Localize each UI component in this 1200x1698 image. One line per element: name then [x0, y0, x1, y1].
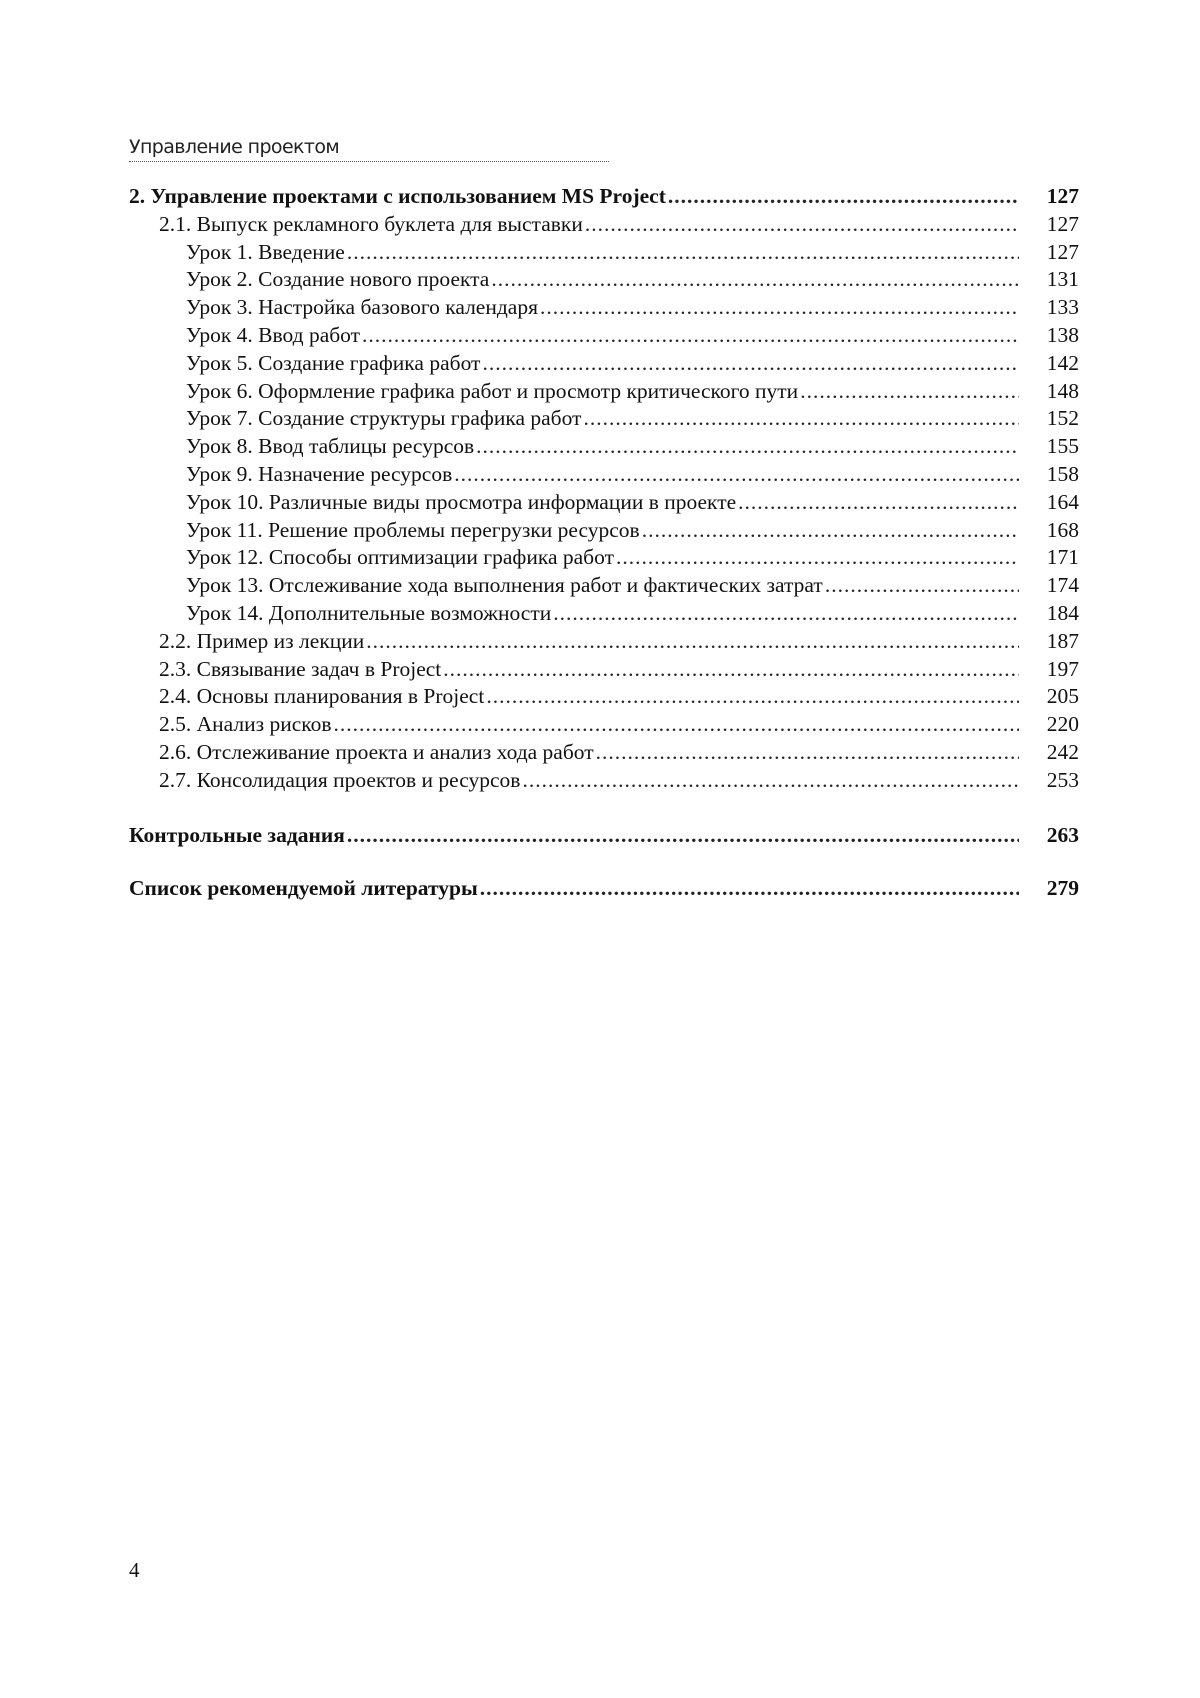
toc-dot-leader: [738, 489, 1019, 517]
toc-entry-title: 2.3. Связывание задач в Project: [159, 656, 442, 681]
toc-entry-title: Урок 8. Ввод таблицы ресурсов: [186, 434, 475, 459]
table-of-contents: [129, 183, 1079, 903]
page-number: 4: [129, 1558, 140, 1582]
toc-entry[interactable]: [129, 294, 1079, 322]
toc-entry-title: 2.7. Консолидация проектов и ресурсов: [159, 767, 521, 792]
toc-entry-page: 242: [1046, 739, 1079, 764]
toc-entry[interactable]: [129, 350, 1079, 378]
toc-entry-page: 152: [1046, 406, 1079, 431]
toc-entry[interactable]: [129, 378, 1079, 406]
toc-entry-page: 263: [1046, 822, 1079, 847]
toc-entry[interactable]: [129, 544, 1079, 572]
toc-entry-page: 279: [1046, 876, 1079, 901]
toc-dot-leader: [540, 294, 1019, 322]
toc-entry[interactable]: [129, 211, 1079, 239]
toc-entry-title: Урок 2. Создание нового проекта: [186, 267, 490, 292]
toc-entry-page: 168: [1046, 517, 1079, 542]
toc-dot-leader: [491, 266, 1019, 294]
toc-entry-page: 253: [1046, 767, 1079, 792]
toc-dot-leader: [642, 517, 1019, 545]
toc-entry[interactable]: [129, 767, 1079, 795]
toc-dot-leader: [825, 572, 1019, 600]
toc-entry-page: 174: [1046, 573, 1079, 598]
toc-entry-title: 2.6. Отслеживание проекта и анализ хода работ: [159, 739, 594, 764]
toc-entry[interactable]: [129, 517, 1079, 545]
toc-entry[interactable]: [129, 405, 1079, 433]
toc-entry-title: Урок 5. Создание графика работ: [186, 350, 481, 375]
toc-entry-title: 2.2. Пример из лекции: [159, 628, 365, 653]
toc-entry[interactable]: [129, 683, 1079, 711]
toc-entry-title: 2.5. Анализ рисков: [159, 712, 332, 737]
toc-dot-leader: [668, 183, 1019, 211]
toc-entry-title: Урок 12. Способы оптимизации графика работ: [186, 545, 614, 570]
toc-entry-page: 164: [1046, 489, 1079, 514]
toc-dot-leader: [347, 239, 1019, 267]
toc-entry[interactable]: [129, 875, 1079, 903]
toc-entry[interactable]: [129, 600, 1079, 628]
toc-entry-page: 155: [1046, 434, 1079, 459]
toc-entry-title: 2. Управление проектами с использованием MS Project: [129, 184, 666, 208]
toc-dot-leader: [583, 405, 1019, 433]
toc-dot-leader: [476, 433, 1019, 461]
toc-entry-page: 205: [1046, 684, 1079, 709]
toc-entry-title: Урок 3. Настройка базового календаря: [186, 295, 538, 320]
toc-entry[interactable]: [129, 433, 1079, 461]
toc-dot-leader: [454, 461, 1019, 489]
toc-dot-leader: [482, 350, 1019, 378]
toc-entry-page: 131: [1046, 267, 1079, 292]
toc-entry-title: Контрольные задания: [129, 822, 345, 847]
toc-entry-title: Урок 13. Отслеживание хода выполнения работ и фактических затрат: [186, 573, 823, 598]
toc-entry[interactable]: [129, 239, 1079, 267]
toc-entry[interactable]: [129, 628, 1079, 656]
toc-dot-leader: [486, 683, 1019, 711]
toc-entry-page: 127: [1046, 239, 1079, 264]
toc-dot-leader: [800, 378, 1019, 406]
toc-dot-leader: [366, 628, 1019, 656]
toc-dot-leader: [616, 544, 1019, 572]
toc-entry[interactable]: [129, 711, 1079, 739]
toc-dot-leader: [522, 767, 1019, 795]
toc-dot-leader: [443, 656, 1019, 684]
toc-entry-title: 2.4. Основы планирования в Project: [159, 684, 485, 709]
toc-entry-page: 171: [1046, 545, 1079, 570]
toc-entry[interactable]: [129, 656, 1079, 684]
toc-entry[interactable]: [129, 266, 1079, 294]
toc-entry[interactable]: [129, 489, 1079, 517]
toc-entry-title: Урок 6. Оформление графика работ и просмотр критического пути: [186, 378, 799, 403]
toc-entry[interactable]: [129, 739, 1079, 767]
toc-entry-title: Урок 11. Решение проблемы перегрузки ресурсов: [186, 517, 640, 542]
toc-entry-page: 127: [1046, 211, 1079, 236]
toc-entry-page: 184: [1046, 600, 1079, 625]
toc-dot-leader: [480, 875, 1019, 903]
toc-entry[interactable]: [129, 322, 1079, 350]
toc-entry[interactable]: [129, 461, 1079, 489]
toc-entry-page: 187: [1046, 628, 1079, 653]
toc-dot-leader: [553, 600, 1019, 628]
toc-dot-leader: [334, 711, 1019, 739]
toc-entry-page: 133: [1046, 295, 1079, 320]
toc-entry-title: Урок 14. Дополнительные возможности: [186, 600, 552, 625]
toc-entry-page: 220: [1046, 712, 1079, 737]
toc-entry-title: Список рекомендуемой литературы: [129, 876, 478, 901]
toc-dot-leader: [596, 739, 1019, 767]
toc-entry[interactable]: [129, 183, 1079, 211]
toc-entry-page: 158: [1046, 461, 1079, 486]
toc-dot-leader: [362, 322, 1019, 350]
toc-entry-page: 127: [1046, 184, 1079, 208]
toc-entry[interactable]: [129, 822, 1079, 850]
running-header: Управление проектом: [129, 136, 609, 162]
toc-entry-title: 2.1. Выпуск рекламного буклета для выставки: [159, 211, 583, 236]
toc-dot-leader: [585, 211, 1019, 239]
toc-entry-page: 142: [1046, 350, 1079, 375]
toc-entry-title: Урок 7. Создание структуры графика работ: [186, 406, 582, 431]
toc-entry-title: Урок 1. Введение: [186, 239, 345, 264]
toc-entry-page: 148: [1046, 378, 1079, 403]
toc-dot-leader: [347, 822, 1019, 850]
toc-entry-title: Урок 9. Назначение ресурсов: [186, 461, 453, 486]
toc-entry-title: Урок 10. Различные виды просмотра информации в проекте: [186, 489, 737, 514]
toc-entry[interactable]: [129, 572, 1079, 600]
toc-entry-page: 138: [1046, 322, 1079, 347]
toc-entry-page: 197: [1046, 656, 1079, 681]
toc-entry-title: Урок 4. Ввод работ: [186, 322, 361, 347]
